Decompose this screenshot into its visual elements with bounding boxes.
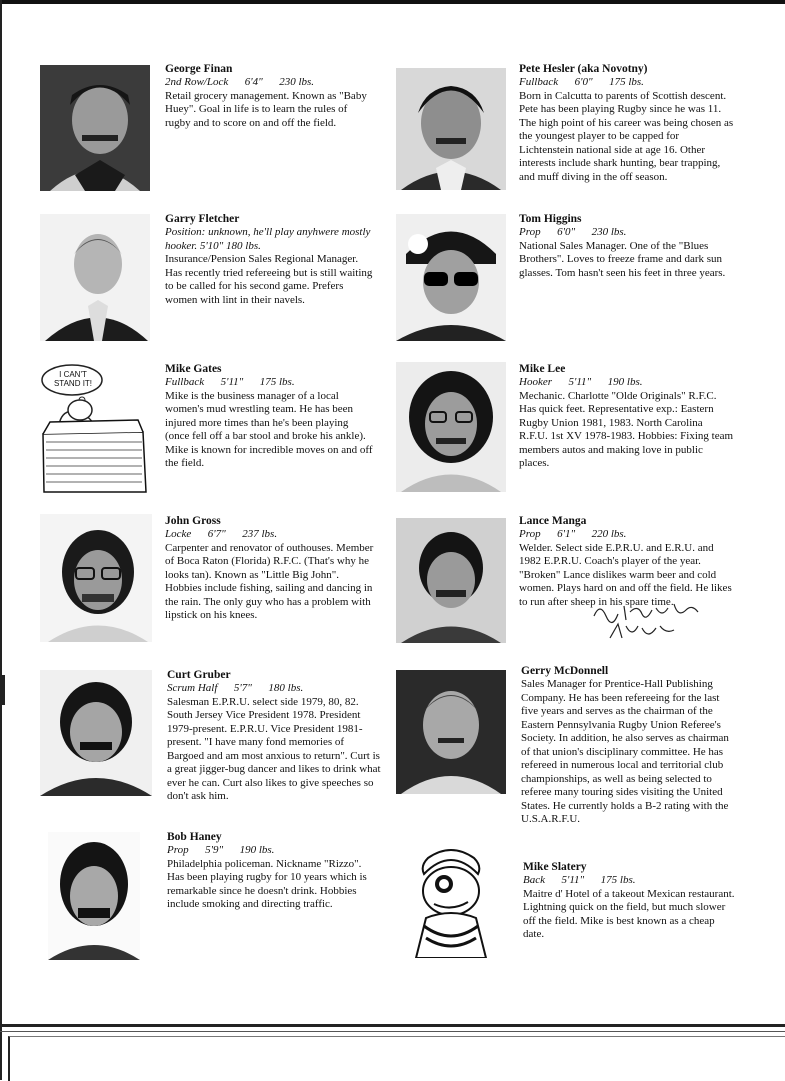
player-name: Bob Haney [167, 831, 222, 843]
player-bio: Born in Calcutta to parents of Scottish descent. Pete has been playing Rugby since he was 11. The high point of his career was being chosen as the youngest player to be capped for Lichtenstein national side at age 16. Other interests include shark hunting, bear trapping, and muff diving in the off season. [519, 89, 734, 183]
player-position-stats: Scrum Half 5'7" 180 lbs. [167, 682, 304, 694]
player-bio: Salesman E.P.R.U. select side 1979, 80, 82. South Jersey Vice President 1978. President 1979-present. E.P.R.U. Vice President 1981-present. "I have many fond memories of Bargoed and am most anxious to return". Curt is a great jigger-bug dancer and likes to drink what ever he can. Curt also likes to give speeches so don't ask him. [167, 695, 381, 802]
player-name: George Finan [165, 63, 233, 75]
player-bio: Welder. Select side E.P.R.U. and E.R.U. and 1982 E.P.R.U. Coach's player of the year. "Broken" Lance dislikes warm beer and cold women. Plays hard on and off the field. He likes to run after sheep in his spare time. [519, 541, 732, 608]
next-page-edge [8, 1036, 785, 1081]
player-cartoon-mike-gates [38, 362, 152, 494]
player-bio: Carpenter and renovator of outhouses. Member of Boca Raton (Florida) R.F.C. (That's why he looks tan). Known as "Little Big John". Hobbies include fishing, sailing and dancing in the rain. The only guy who has a problem with lipstick on his knees. [165, 541, 374, 621]
player-name: Mike Lee [519, 363, 566, 375]
speech-bubble-text: I CAN'T STAND IT! [53, 370, 93, 388]
player-bio: Retail grocery management. Known as "Baby Huey". Goal in life is to learn the rules of rugby and to score on and off the field. [165, 89, 367, 129]
player-photo-gerry-mcdonnell [396, 670, 506, 794]
player-bio: Mechanic. Charlotte "Olde Originals" R.F.C. Has quick feet. Representative exp.: Eastern Rugby Union 1981, 1983. North Carolina R.F.U. 1st XV 1978-1983. Hobbies: Fixing team members autos and making love in public places. [519, 389, 734, 469]
player-position-stats: Prop 5'9" 190 lbs. [167, 844, 275, 856]
player-photo-bob-haney [48, 832, 140, 960]
player-position-stats: Position: unknown, he'll play anyhwere mostly hooker. 5'10" 180 lbs. [165, 226, 371, 252]
page-bottom-rule-thin [0, 1031, 785, 1032]
player-photo-john-gross [40, 514, 152, 642]
page-bottom-rule [0, 1024, 785, 1027]
player-photo-lance-manga [396, 518, 506, 643]
player-name: Gerry McDonnell [521, 665, 609, 677]
player-name: John Gross [165, 515, 221, 527]
player-name: Mike Slatery [523, 861, 587, 873]
player-position-stats: Prop 6'1" 220 lbs. [519, 528, 627, 540]
player-position-stats: Hooker 5'11" 190 lbs. [519, 376, 643, 388]
scan-edge-mark [0, 675, 5, 705]
player-position-stats: Fullback 5'11" 175 lbs. [165, 376, 295, 388]
player-name: Pete Hesler (aka Novotny) [519, 63, 648, 75]
player-name: Curt Gruber [167, 669, 231, 681]
player-photo-curt-gruber [40, 670, 152, 796]
player-name: Mike Gates [165, 363, 222, 375]
page-top-border [0, 0, 785, 4]
player-photo-tom-higgins [396, 214, 506, 341]
player-cartoon-mike-slatery [404, 846, 498, 958]
player-photo-garry-fletcher [40, 214, 150, 341]
page-left-border [0, 0, 2, 1080]
player-position-stats: Locke 6'7" 237 lbs. [165, 528, 278, 540]
player-bio: Maitre d' Hotel of a takeout Mexican restaurant. Lightning quick on the field, but much slower off the field. Mike is best known as a cheap date. [523, 887, 735, 940]
player-bio: National Sales Manager. One of the "Blues Brothers". Loves to freeze frame and dark sun glasses. Tom hasn't seen his feet in three years. [519, 239, 726, 279]
player-photo-mike-lee [396, 362, 506, 492]
player-bio: Sales Manager for Prentice-Hall Publishing Company. He has been refereeing for the last five years and serves as the chairman of the Eastern Pennsylvania Rugby Union Referee's Society. In addition, he also serves as chairman of that union's disciplinary committee. He has refereed in numerous local and territorial club championships, as well as being selected to referee many touring sides visiting the United States. He currently holds a B-2 rating with the U.S.A.R.F.U. [521, 678, 729, 825]
player-bio: Mike is the business manager of a local women's mud wrestling team. He has been injured more times than he's been playing (once fell off a bar stool and broke his ankle). Mike is known for incredible moves on and off the field. [165, 389, 373, 469]
player-bio: Insurance/Pension Sales Regional Manager. Has recently tried refereeing but is still waiting to be called for his second game. Prefers women with lint in their navels. [165, 253, 373, 306]
player-name: Garry Fletcher [165, 213, 240, 225]
handwritten-signature [590, 598, 710, 644]
player-position-stats: Fullback 6'0" 175 lbs. [519, 76, 644, 88]
player-position-stats: Back 5'11" 175 lbs. [523, 874, 636, 886]
player-position-stats: Prop 6'0" 230 lbs. [519, 226, 627, 238]
player-name: Lance Manga [519, 515, 587, 527]
player-photo-george-finan [40, 65, 150, 191]
player-bio: Philadelphia policeman. Nickname "Rizzo". Has been playing rugby for 10 years which is remarkable since he doesn't drink. Hobbies include smoking and directing traffic. [167, 857, 367, 910]
player-name: Tom Higgins [519, 213, 582, 225]
player-position-stats: 2nd Row/Lock 6'4" 230 lbs. [165, 76, 315, 88]
player-photo-pete-hesler [396, 68, 506, 190]
